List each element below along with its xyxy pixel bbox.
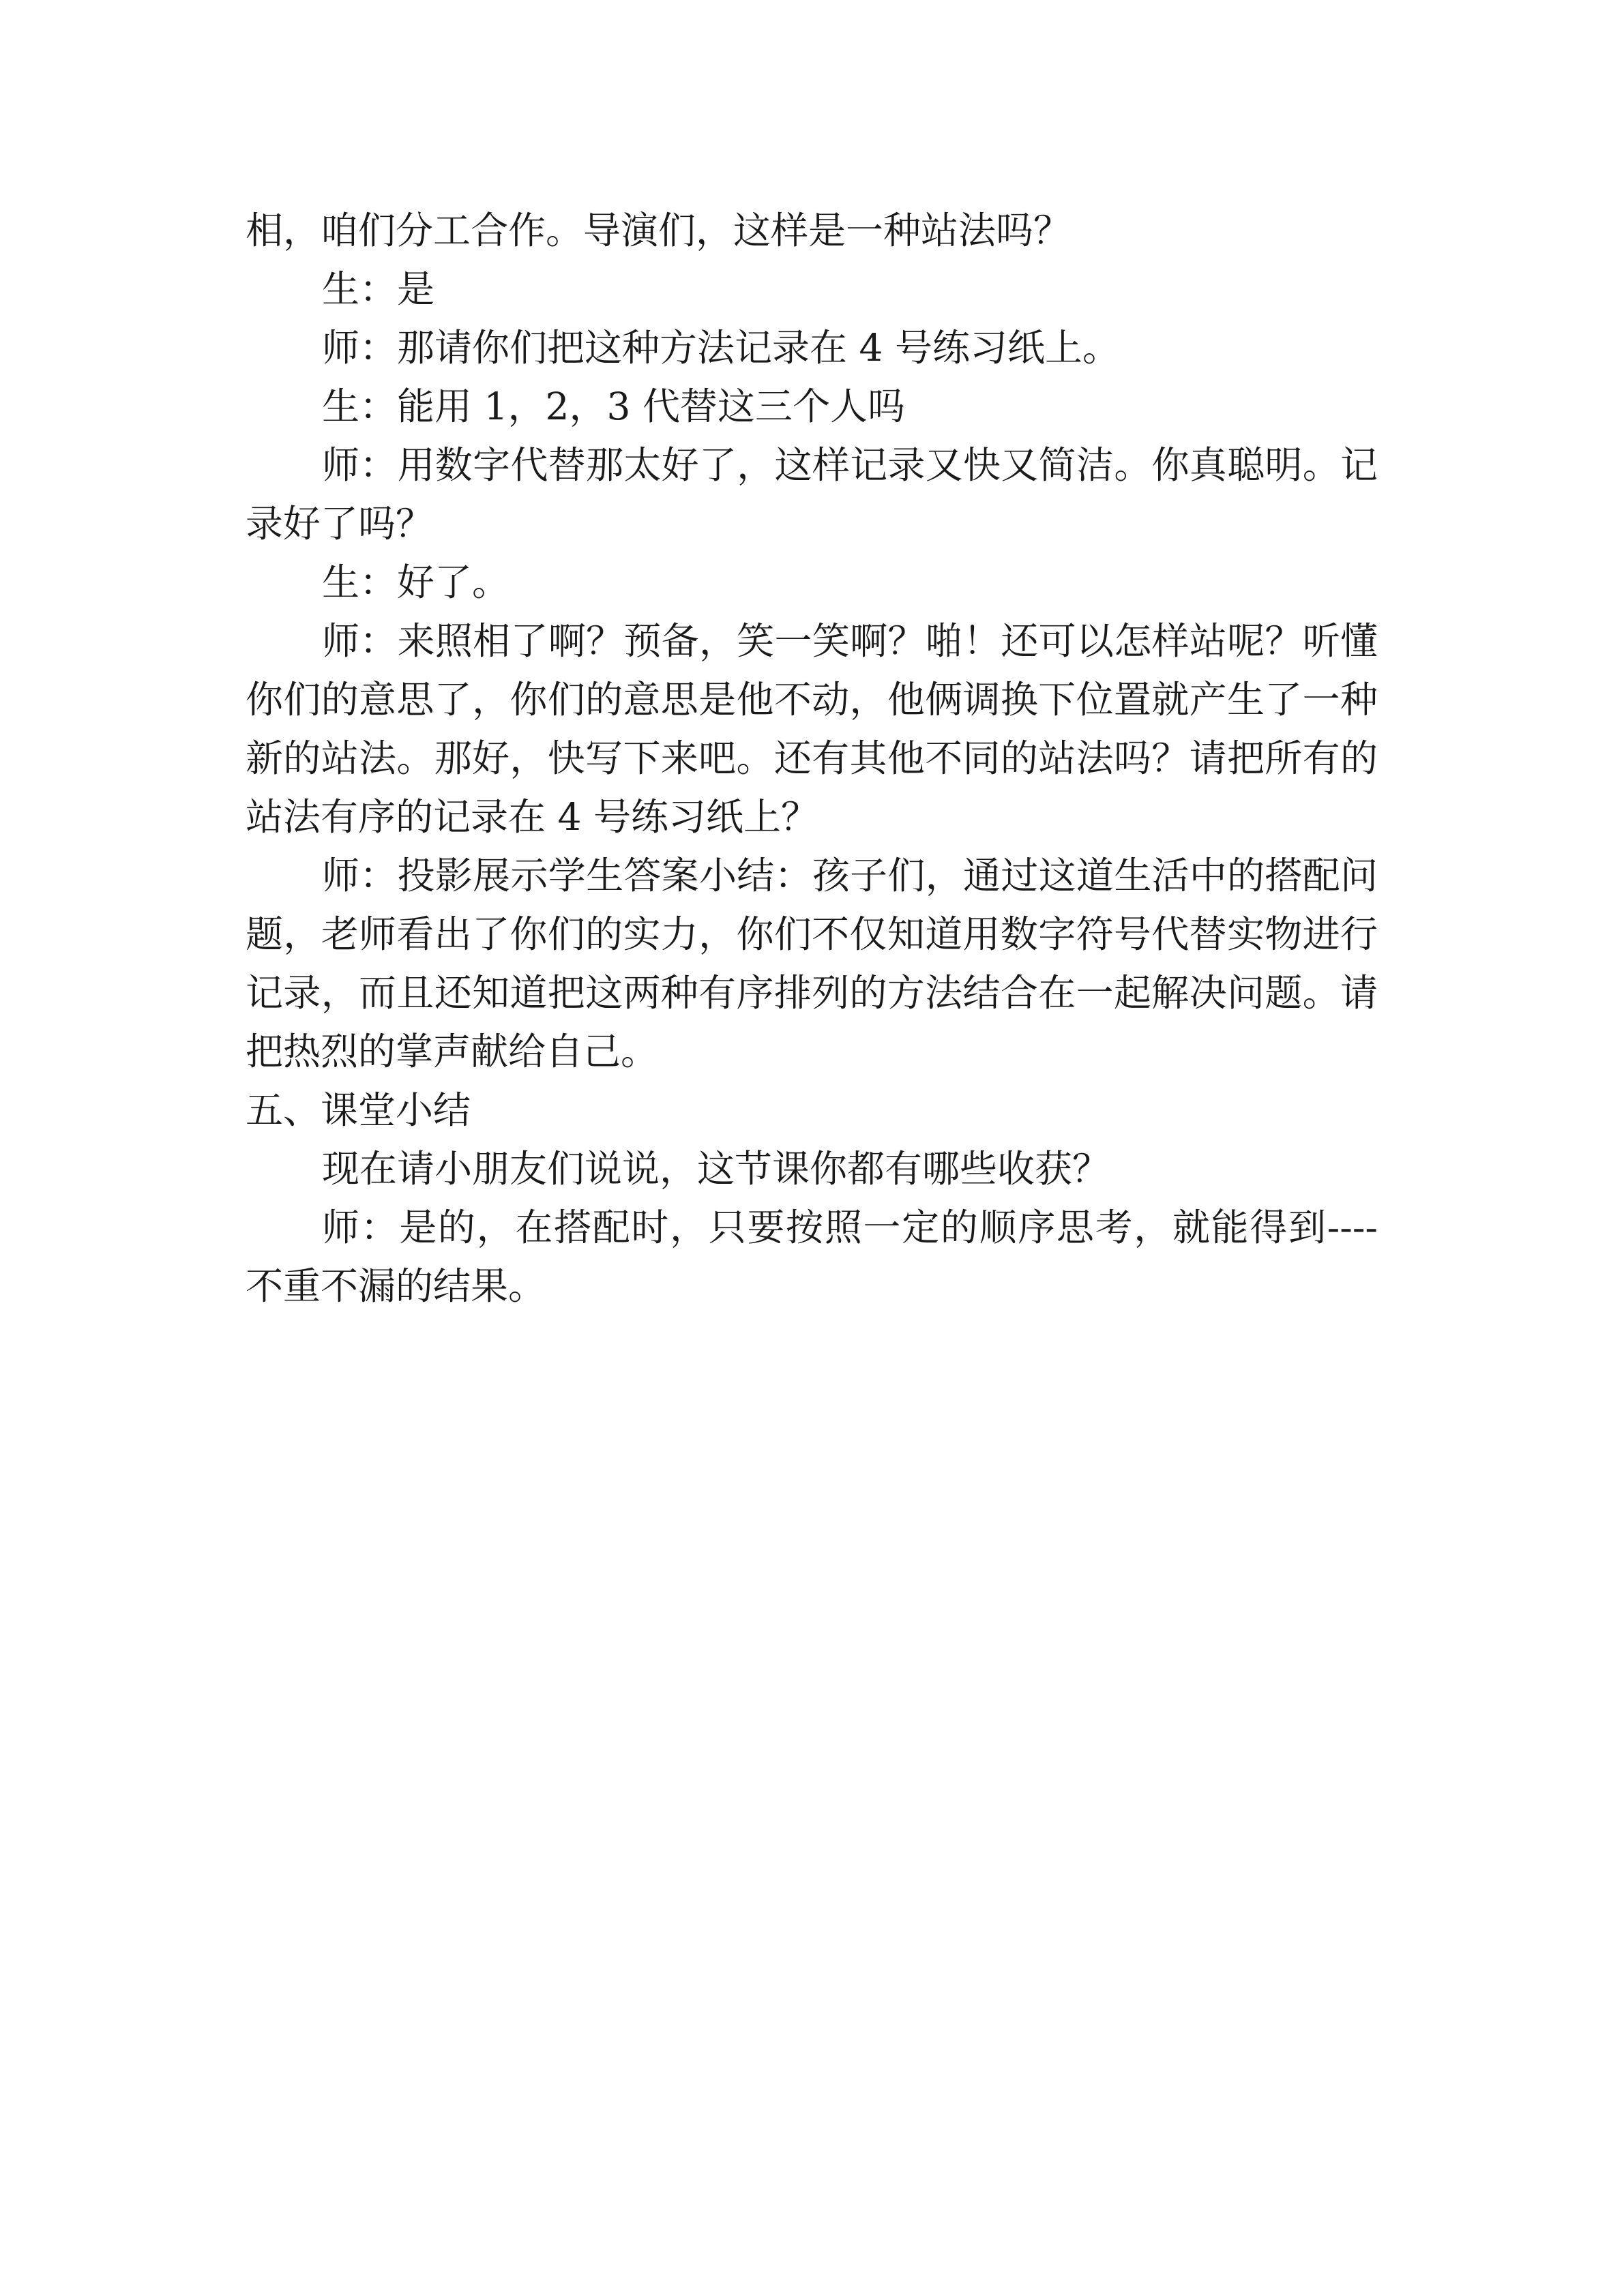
document-body <box>246 201 1378 1315</box>
section-heading: 五、课堂小结 <box>246 1088 471 1132</box>
paragraph-conclusion: 师：是的，在搭配时，只要按照一定的顺序思考，就能得到----不重不漏的结果。 <box>246 1206 1378 1308</box>
paragraph-teacher-summary: 师：投影展示学生答案小结：孩子们，通过这道生活中的搭配问题，老师看出了你们的实力，你们不仅知道用数字符号代替实物进行记录，而且还知道把这两种有序排列的方法结合在一起解决问题。请把热烈的掌声献给自己。 <box>246 854 1378 1073</box>
paragraph-student-answer: 生：是 <box>322 267 435 311</box>
paragraph-teacher-praise: 师：用数字代替那太好了，这样记录又快又简洁。你真聪明。记录好了吗？ <box>246 443 1378 546</box>
paragraph-teacher-record: 师：那请你们把这种方法记录在 4 号练习纸上。 <box>322 326 1120 370</box>
paragraph-reflection-prompt: 现在请小朋友们说说，这节课你都有哪些收获？ <box>322 1147 1110 1191</box>
paragraph-teacher-photo: 师：来照相了啊？预备，笑一笑啊？啪！还可以怎样站呢？听懂你们的意思了，你们的意思是他不动，他俩调换下位置就产生了一种新的站法。那好，快写下来吧。还有其他不同的站法吗？请把所有的站法有序的记录在 4 号练习纸上？ <box>246 619 1378 839</box>
paragraph-student-done: 生：好了。 <box>322 561 510 604</box>
paragraph-continuation: 相，咱们分工合作。导演们，这样是一种站法吗？ <box>246 209 1072 252</box>
paragraph-student-question: 生：能用 1，2，3 代替这三个人吗 <box>322 385 905 428</box>
